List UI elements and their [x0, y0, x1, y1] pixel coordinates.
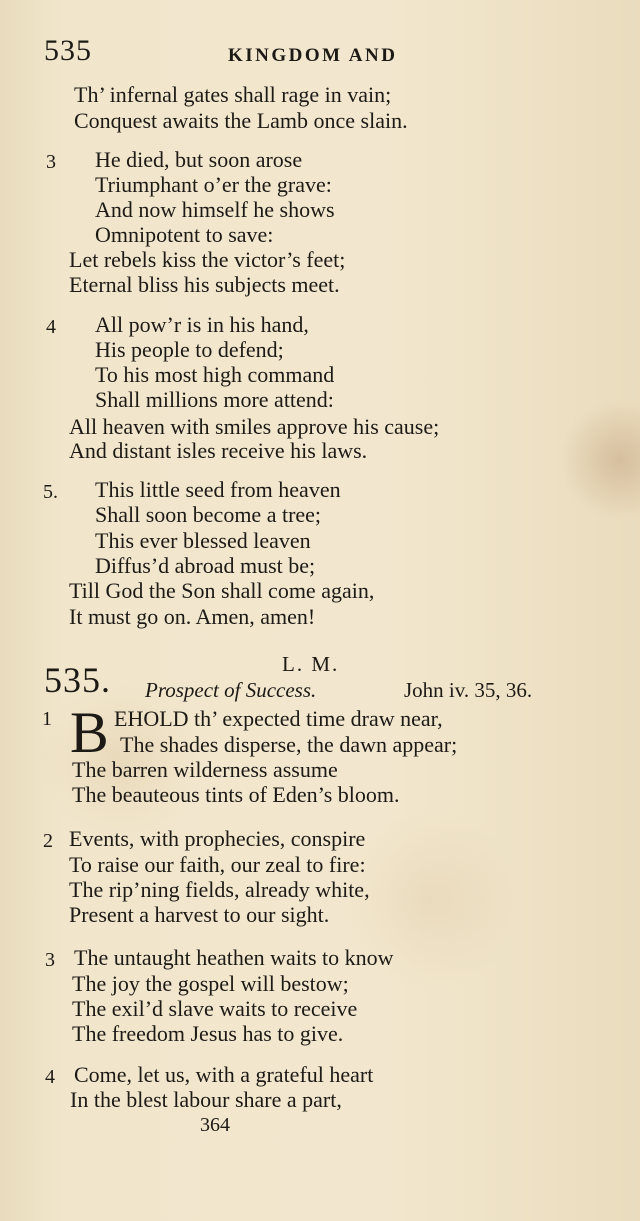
verse-line: Triumphant o’er the grave: — [95, 172, 332, 197]
hymn-meter: L. M. — [282, 652, 340, 676]
verse-line: The joy the gospel will bestow; — [72, 971, 349, 996]
verse-line: The barren wilderness assume — [72, 757, 338, 782]
verse-line: All pow’r is in his hand, — [95, 312, 309, 337]
stanza-number: 4 — [45, 1066, 55, 1088]
verse-line: He died, but soon arose — [95, 147, 303, 172]
verse-line: Events, with prophecies, conspire — [69, 826, 366, 851]
verse-line: Th’ infernal gates shall rage in vain; — [74, 82, 392, 107]
stanza-number: 3 — [45, 949, 55, 971]
stanza-number: 2 — [43, 830, 53, 852]
verse-line: In the blest labour share a part, — [70, 1087, 342, 1112]
verse-line: Shall soon become a tree; — [95, 502, 322, 527]
stanza-number: 5. — [43, 481, 58, 503]
verse-line: Come, let us, with a grateful heart — [74, 1062, 374, 1087]
drop-cap: B — [70, 700, 109, 765]
verse-line: Shall millions more attend: — [95, 387, 334, 412]
verse-line: This little seed from heaven — [95, 477, 341, 502]
page-number: 535 — [44, 34, 92, 67]
scripture-reference: John iv. 35, 36. — [404, 678, 533, 702]
verse-line: The rip’ning fields, already white, — [69, 877, 370, 902]
verse-line: And now himself he shows — [95, 197, 335, 222]
verse-line: Omnipotent to save: — [95, 222, 274, 247]
verse-line: Diffus’d abroad must be; — [95, 553, 316, 578]
verse-line: Till God the Son shall come again, — [69, 578, 375, 603]
verse-line: And distant isles receive his laws. — [69, 438, 368, 463]
folio-number: 364 — [200, 1114, 230, 1136]
verse-line: To his most high command — [95, 362, 335, 387]
verse-line: It must go on. Amen, amen! — [69, 604, 316, 629]
verse-line: To raise our faith, our zeal to fire: — [69, 852, 366, 877]
verse-line: Present a harvest to our sight. — [69, 902, 330, 927]
stanza-number: 3 — [46, 151, 56, 173]
running-head: KINGDOM AND — [228, 45, 398, 66]
verse-line: The shades disperse, the dawn appear; — [120, 732, 458, 757]
hymn-title: Prospect of Success. — [145, 678, 317, 702]
verse-line: The untaught heathen waits to know — [74, 945, 394, 970]
verse-line: The beauteous tints of Eden’s bloom. — [72, 782, 400, 807]
stanza-number: 4 — [46, 316, 56, 338]
verse-line: Conquest awaits the Lamb once slain. — [74, 108, 408, 133]
hymn-number: 535. — [44, 660, 111, 700]
verse-line: All heaven with smiles approve his cause; — [69, 414, 440, 439]
verse-line: Eternal bliss his subjects meet. — [69, 272, 340, 297]
stanza-number: 1 — [42, 708, 52, 730]
verse-line: The freedom Jesus has to give. — [72, 1021, 344, 1046]
verse-line: EHOLD th’ expected time draw near, — [114, 706, 443, 731]
verse-line: The exil’d slave waits to receive — [72, 996, 358, 1021]
verse-line: This ever blessed leaven — [95, 528, 311, 553]
verse-line: His people to defend; — [95, 337, 284, 362]
verse-line: Let rebels kiss the victor’s feet; — [69, 247, 346, 272]
